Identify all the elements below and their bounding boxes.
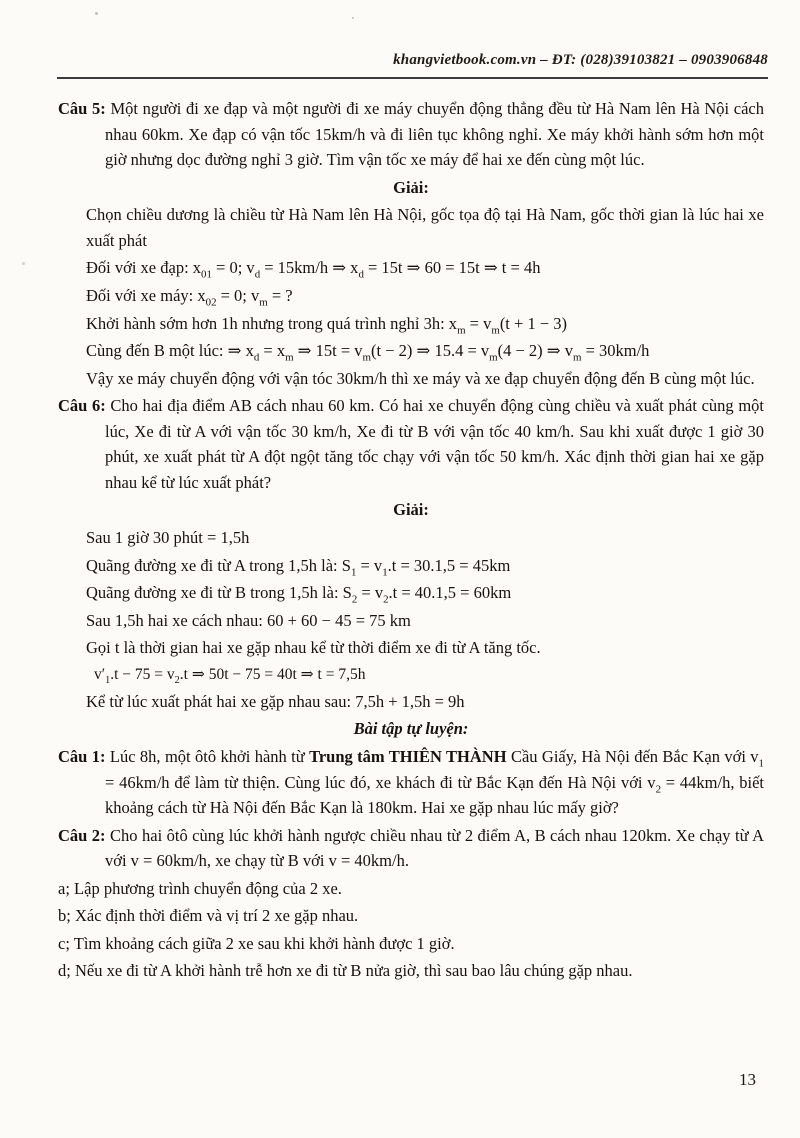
subitem-b	[58, 903, 764, 929]
solution-cau6-line-6: $v'_1.t - 75 = v_2.t$ ⇒ 50t − 75 = 40t ⇒ t = 7,5h	[94, 665, 366, 686]
solution-cau5-line-1: Chọn chiều dương là chiều từ Hà Nam lên Hà Nội, gốc tọa độ tại Hà Nam, gốc thời gian là lúc hai xe xuất phát	[86, 205, 764, 250]
page-content	[58, 96, 764, 986]
solution-cau6-line-4: Sau 1,5h hai xe cách nhau: 60 + 60 − 45 = 75 km	[86, 610, 411, 630]
solution-heading-cau5: Giải:	[393, 177, 429, 197]
publisher-contact: khangvietbook.com.vn – ĐT: (028)39103821 – 0903906848	[393, 52, 768, 68]
solution-heading-cau6: Giải:	[393, 500, 429, 520]
page-number: 13	[739, 1070, 756, 1089]
scan-speck	[95, 12, 98, 15]
solution-cau6-line-2: Quãng đường xe đi từ A trong 1,5h là: $S_1 = v_1.t = 30.1,5 = 45km$	[86, 555, 511, 578]
solution-cau5-line-3: Đối với xe máy: $x_{02} = 0$; $v_m$ = ?	[86, 285, 293, 309]
subitem-a-marker: a;	[58, 878, 70, 898]
problem-cau6-text: Cho hai địa điểm AB cách nhau 60 km. Có hai xe chuyển động cùng chiều và xuất phát cùng một lúc, Xe đi từ A với vận tốc 30 km/h, Xe đi từ B với vận tốc 40 km/h. Sau khi xuất được 1 giờ 30 phút, xe xuất phát từ A đột ngột tăng tốc chạy với vận tốc 50 km/h. Xác định thời gian hai xe gặp nhau kể từ lúc xuất phát?	[105, 396, 764, 492]
problem-cau5	[58, 96, 764, 173]
problem-cau2	[58, 823, 764, 874]
subitem-d	[58, 958, 764, 984]
solution-cau6-line-7: Kể từ lúc xuất phát hai xe gặp nhau sau: 7,5h + 1,5h = 9h	[86, 691, 465, 711]
subitem-c-marker: c;	[58, 933, 70, 953]
problem-cau1-text-pre: Lúc 8h, một ôtô khởi hành từ	[109, 746, 310, 766]
subitem-a	[58, 876, 764, 902]
solution-cau5-line-2: Đối với xe đạp: $x_{01} = 0$; $v_d = 15km/h$ ⇒ $x_d = 15t$ ⇒ 60 = 15t ⇒ t = 4h	[86, 258, 541, 281]
subitem-b-marker: b;	[58, 906, 71, 926]
problem-cau1-label: Câu 1:	[58, 746, 106, 766]
subitem-d-text: Nếu xe đi từ A khởi hành trễ hơn xe đi từ B nửa giờ, thì sau bao lâu chúng gặp nhau.	[74, 961, 633, 981]
problem-cau2-label: Câu 2:	[58, 825, 106, 845]
solution-cau6-line-1: Sau 1 giờ 30 phút = 1,5h	[86, 528, 250, 547]
solution-cau5-line-4: Khởi hành sớm hơn 1h nhưng trong quá trình nghỉ 3h: $x_m = v_m(t + 1 - 3)$	[86, 313, 567, 336]
page-header	[57, 52, 768, 79]
subitem-c	[58, 931, 764, 957]
subitem-d-marker: d;	[58, 961, 71, 981]
problem-cau5-text: Một người đi xe đạp và một người đi xe máy chuyển động thẳng đều từ Hà Nam lên Hà Nội cách nhau 60km. Xe đạp có vận tốc 15km/h và đi liên tục không nghỉ. Xe máy khởi hành sớm hơn một giờ nhưng dọc đường nghỉ 3 giờ. Tìm vận tốc xe máy để hai xe đến cùng một lúc.	[105, 99, 765, 170]
problem-cau6-label: Câu 6:	[58, 396, 106, 416]
subitem-c-text: Tìm khoảng cách giữa 2 xe sau khi khởi hành được 1 giờ.	[73, 933, 455, 953]
solution-cau6-line-3: Quãng đường xe đi từ B trong 1,5h là: $S_2 = v_2.t = 40.1,5 = 60km$	[86, 583, 512, 606]
scan-speck	[352, 17, 354, 19]
subitem-b-text: Xác định thời điểm và vị trí 2 xe gặp nhau.	[74, 906, 359, 926]
solution-cau5-line-5: Cùng đến B một lúc: ⇒ $x_d = x_m$ ⇒ $15t = v_m(t - 2)$ ⇒ $15.4 = v_m(4 - 2)$ ⇒ $v_m = 30km/h$	[86, 341, 650, 364]
solution-cau6-line-5: Gọi t là thời gian hai xe gặp nhau kể từ thời điểm xe đi từ A tăng tốc.	[86, 638, 541, 658]
problem-cau1-text-post: Cầu Giấy, Hà Nội đến Bắc Kạn với $v_1 = 46km/h$ để làm từ thiện. Cùng lúc đó, xe khách đi từ Bắc Kạn đến Hà Nội với $v_2 = 44km/h$, biết khoảng cách từ Hà Nội đến Bắc Kạn là 180km. Hai xe gặp nhau lúc mấy giờ?	[105, 746, 764, 818]
problem-cau6	[58, 393, 764, 495]
problem-cau1-text-bold: Trung tâm THIÊN THÀNH	[309, 746, 507, 766]
solution-cau5-line-6: Vậy xe máy chuyển động với vận tóc 30km/h thì xe máy và xe đạp chuyển động đến B cùng một lúc.	[86, 368, 755, 388]
problem-cau2-text: Cho hai ôtô cùng lúc khởi hành ngược chiều nhau từ 2 điểm A, B cách nhau 120km. Xe chạy từ A với v = 60km/h, xe chạy từ B với v = 40km/h.	[105, 825, 764, 871]
problem-cau1	[58, 744, 764, 821]
problem-cau5-label: Câu 5:	[58, 99, 106, 118]
practice-section-title: Bài tập tự luyện:	[353, 719, 469, 739]
scan-speck	[22, 262, 25, 265]
subitem-a-text: Lập phương trình chuyển động của 2 xe.	[74, 878, 342, 898]
